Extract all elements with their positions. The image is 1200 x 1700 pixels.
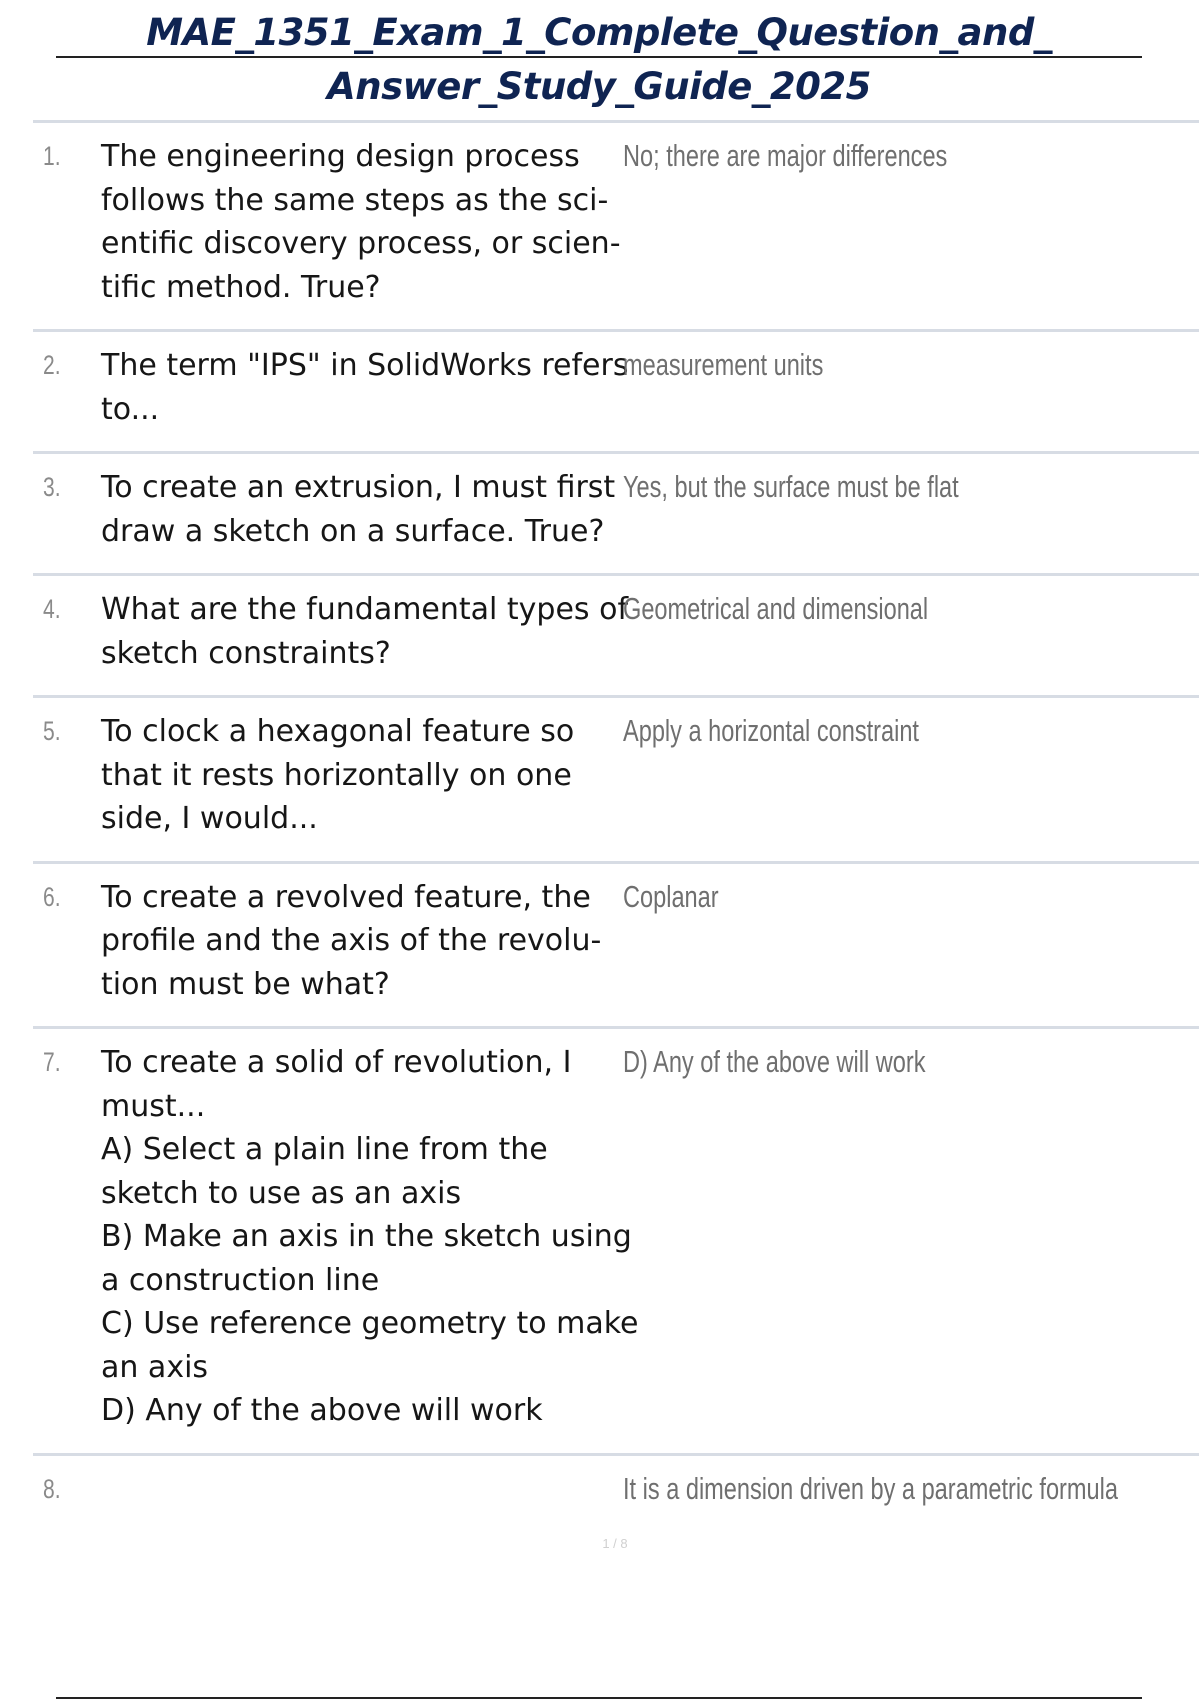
question-text: To clock a hexagonal feature so that it rests horizontally on one side, I would... — [101, 714, 575, 836]
answer-text: Yes, but the surface must be flat — [623, 469, 959, 504]
question-number: 2. — [43, 350, 61, 380]
option-a: A) Select a plain line from the sketch to use as an axis — [101, 1132, 548, 1211]
page-title: MAE_1351_Exam_1_Complete_Question_and_ Answer_Study_Guide_2025 — [146, 11, 1052, 108]
question-number: 4. — [43, 594, 61, 624]
question-text: The term "IPS" in SolidWorks refers to... — [101, 348, 629, 427]
question-text: To create a revolved feature, the profile and the axis of the revolu-tion must be what? — [101, 879, 602, 1002]
answer-text: D) Any of the above will work — [623, 1044, 926, 1079]
question-number: 1. — [43, 141, 61, 171]
option-d: D) Any of the above will work — [101, 1393, 543, 1428]
answer-text: No; there are major differences — [623, 138, 948, 173]
qa-item-3 — [33, 451, 1199, 573]
answer-text: Apply a horizontal constraint — [623, 713, 919, 748]
qa-item-7 — [33, 1026, 1199, 1453]
question-number: 5. — [43, 716, 61, 746]
question-number: 3. — [43, 472, 61, 502]
qa-item-5 — [33, 695, 1199, 861]
qa-item-2 — [33, 329, 1199, 451]
title-divider — [56, 56, 1142, 58]
question-number: 8. — [43, 1473, 61, 1504]
answer-text: Coplanar — [623, 878, 719, 914]
qa-item-8 — [33, 1453, 1199, 1526]
qa-item-4 — [33, 573, 1199, 695]
footer-divider — [56, 1697, 1142, 1699]
question-text — [101, 1041, 641, 1433]
question-stem: To create a solid of revolution, I must... — [101, 1045, 572, 1124]
option-b: B) Make an axis in the sketch using a construction line — [101, 1219, 632, 1298]
question-text — [101, 1468, 641, 1506]
answer-text: It is a dimension driven by a parametric formula — [623, 1470, 1118, 1506]
question-text: To create an extrusion, I must first draw a sketch on a surface. True? — [101, 470, 616, 549]
answer-text: measurement units — [623, 347, 824, 382]
qa-list — [33, 120, 1199, 1526]
question-number: 6. — [43, 881, 61, 912]
qa-item-1 — [33, 120, 1199, 329]
question-text: What are the fundamental types of sketch constraints? — [101, 592, 629, 671]
page-indicator: 1 / 8 — [602, 1536, 628, 1551]
question-text: The engineering design process follows the same steps as the sci-entific discovery process, or scien-tific method. True? — [101, 139, 621, 305]
qa-item-6 — [33, 861, 1199, 1027]
option-c: C) Use reference geometry to make an axis — [101, 1306, 639, 1385]
question-number: 7. — [43, 1047, 61, 1077]
answer-text: Geometrical and dimensional — [623, 591, 929, 626]
